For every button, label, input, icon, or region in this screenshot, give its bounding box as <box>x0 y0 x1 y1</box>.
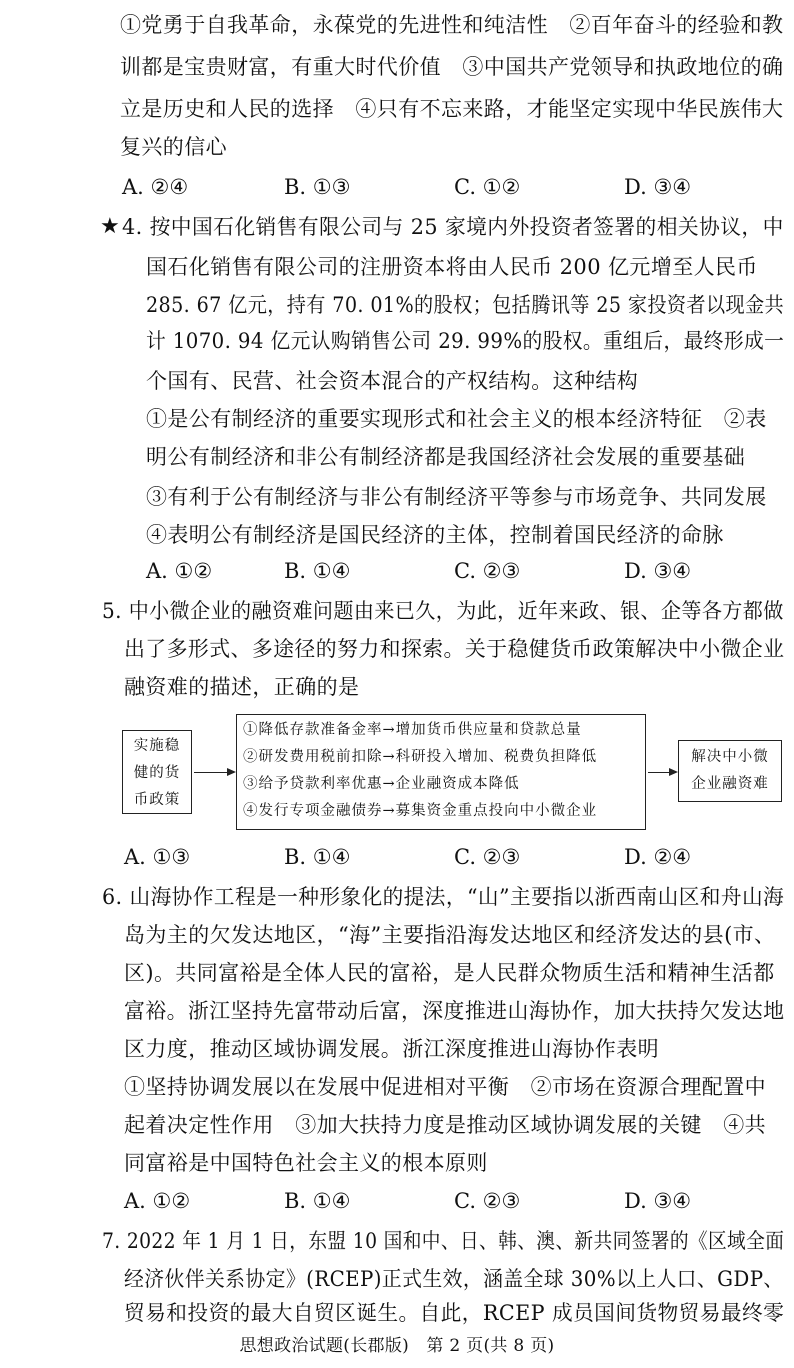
option-b[interactable]: B. ①④ <box>284 845 351 869</box>
option-d[interactable]: D. ③④ <box>624 175 692 199</box>
diagram-result-line: 解决中小微 <box>691 749 769 765</box>
page-footer: 思想政治试题(长郡版) 第 2 页(共 8 页) <box>239 1336 555 1356</box>
diagram-measure-2: ②研发费用税前扣除→科研投入增加、税费负担降低 <box>243 749 598 765</box>
diagram-measure-3: ③给予贷款利率优惠→企业融资成本降低 <box>243 776 520 792</box>
q4-line-6: ①是公有制经济的重要实现形式和社会主义的根本经济特征 ②表 <box>146 407 767 431</box>
q5-options <box>0 842 794 872</box>
option-b[interactable]: B. ①④ <box>284 1189 351 1213</box>
q3-line-4: 复兴的信心 <box>120 135 227 159</box>
option-b[interactable]: B. ①④ <box>284 559 351 583</box>
q6-options <box>0 1186 794 1216</box>
option-c[interactable]: C. ②③ <box>454 1189 521 1213</box>
diagram-measure-4: ④发行专项金融债券→募集资金重点投向中小微企业 <box>243 803 598 819</box>
q4-line-2: 国石化销售有限公司的注册资本将由人民币 200 亿元增至人民币 <box>146 255 758 279</box>
q4-line-9: ④表明公有制经济是国民经济的主体，控制着国民经济的命脉 <box>146 523 724 547</box>
option-a[interactable]: A. ①③ <box>124 845 191 869</box>
diagram-source-box <box>122 730 192 814</box>
diagram-measures-box <box>236 714 646 830</box>
diagram-result-line: 企业融资难 <box>691 776 769 792</box>
q6-line-5: 区力度，推动区域协调发展。浙江深度推进山海协作表明 <box>124 1037 659 1061</box>
option-a[interactable]: A. ①② <box>146 559 213 583</box>
q6-line-1: 6. 山海协作工程是一种形象化的提法，“山”主要指以浙西南山区和舟山海 <box>102 885 785 909</box>
q4-line-5: 个国有、民营、社会资本混合的产权结构。这种结构 <box>146 369 639 393</box>
diagram-source-line: 实施稳 <box>133 738 181 754</box>
option-a[interactable]: A. ②④ <box>122 175 189 199</box>
q7-line-2: 经济伙伴关系协定》(RCEP)正式生效，涵盖全球 30%以上人口、GDP、 <box>124 1267 784 1291</box>
policy-flow-diagram <box>122 712 782 830</box>
q7-line-1: 7. 2022 年 1 月 1 日，东盟 10 国和中、日、韩、澳、新共同签署的《区域全面 <box>102 1229 785 1253</box>
option-c[interactable]: C. ①② <box>454 175 521 199</box>
q4-line-3: 285. 67 亿元，持有 70. 01%的股权；包括腾讯等 25 家投资者以现金共 <box>146 293 785 317</box>
q4-line-1: 4. 按中国石化销售有限公司与 25 家境内外投资者签署的相关协议，中 <box>122 215 784 239</box>
option-d[interactable]: D. ③④ <box>624 1189 692 1213</box>
q5-line-2: 出了多形式、多途径的努力和探索。关于稳健货币政策解决中小微企业 <box>124 637 785 661</box>
q3-line-2: 训都是宝贵财富，有重大时代价值 ③中国共产党领导和执政地位的确 <box>120 55 784 79</box>
q6-line-4: 富裕。浙江坚持先富带动后富，深度推进山海协作，加大扶持欠发达地 <box>124 999 785 1023</box>
option-c[interactable]: C. ②③ <box>454 559 521 583</box>
option-d[interactable]: D. ②④ <box>624 845 692 869</box>
diagram-source-line: 健的货 <box>133 765 181 781</box>
q4-line-7: 明公有制经济和非公有制经济都是我国经济社会发展的重要基础 <box>146 445 746 469</box>
q5-line-3: 融资难的描述，正确的是 <box>124 675 360 699</box>
diagram-arrow-2 <box>648 772 676 773</box>
q7-line-3: 贸易和投资的最大自贸区诞生。自此，RCEP 成员国间货物贸易最终零 <box>124 1301 785 1325</box>
option-b[interactable]: B. ①③ <box>284 175 351 199</box>
diagram-result-box <box>678 740 782 802</box>
q3-line-3: 立是历史和人民的选择 ④只有不忘来路，才能坚定实现中华民族伟大 <box>120 97 784 121</box>
option-a[interactable]: A. ①② <box>124 1189 191 1213</box>
q5-line-1: 5. 中小微企业的融资难问题由来已久，为此，近年来政、银、企等各方都做 <box>102 599 784 623</box>
q6-line-7: 起着决定性作用 ③加大扶持力度是推动区域协调发展的关键 ④共 <box>124 1113 766 1137</box>
q3-line-1: ①党勇于自我革命，永葆党的先进性和纯洁性 ②百年奋斗的经验和教 <box>120 13 784 37</box>
diagram-arrow-1 <box>194 772 234 773</box>
q4-line-4: 计 1070. 94 亿元认购销售公司 29. 99%的股权。重组后，最终形成一 <box>146 329 785 353</box>
q4-line-8: ③有利于公有制经济与非公有制经济平等参与市场竞争、共同发展 <box>146 485 767 509</box>
q3-options <box>0 172 794 202</box>
option-d[interactable]: D. ③④ <box>624 559 692 583</box>
q6-line-8: 同富裕是中国特色社会主义的根本原则 <box>124 1151 488 1175</box>
star-icon: ★ <box>100 214 121 239</box>
q4-options <box>0 556 794 586</box>
diagram-measure-1: ①降低存款准备金率→增加货币供应量和贷款总量 <box>243 722 582 738</box>
diagram-source-line: 币政策 <box>133 792 181 808</box>
q6-line-6: ①坚持协调发展以在发展中促进相对平衡 ②市场在资源合理配置中 <box>124 1075 766 1099</box>
q6-line-2: 岛为主的欠发达地区，“海”主要指沿海发达地区和经济发达的县(市、 <box>124 923 776 947</box>
option-c[interactable]: C. ②③ <box>454 845 521 869</box>
q6-line-3: 区)。共同富裕是全体人民的富裕，是人民群众物质生活和精神生活都 <box>124 961 775 985</box>
